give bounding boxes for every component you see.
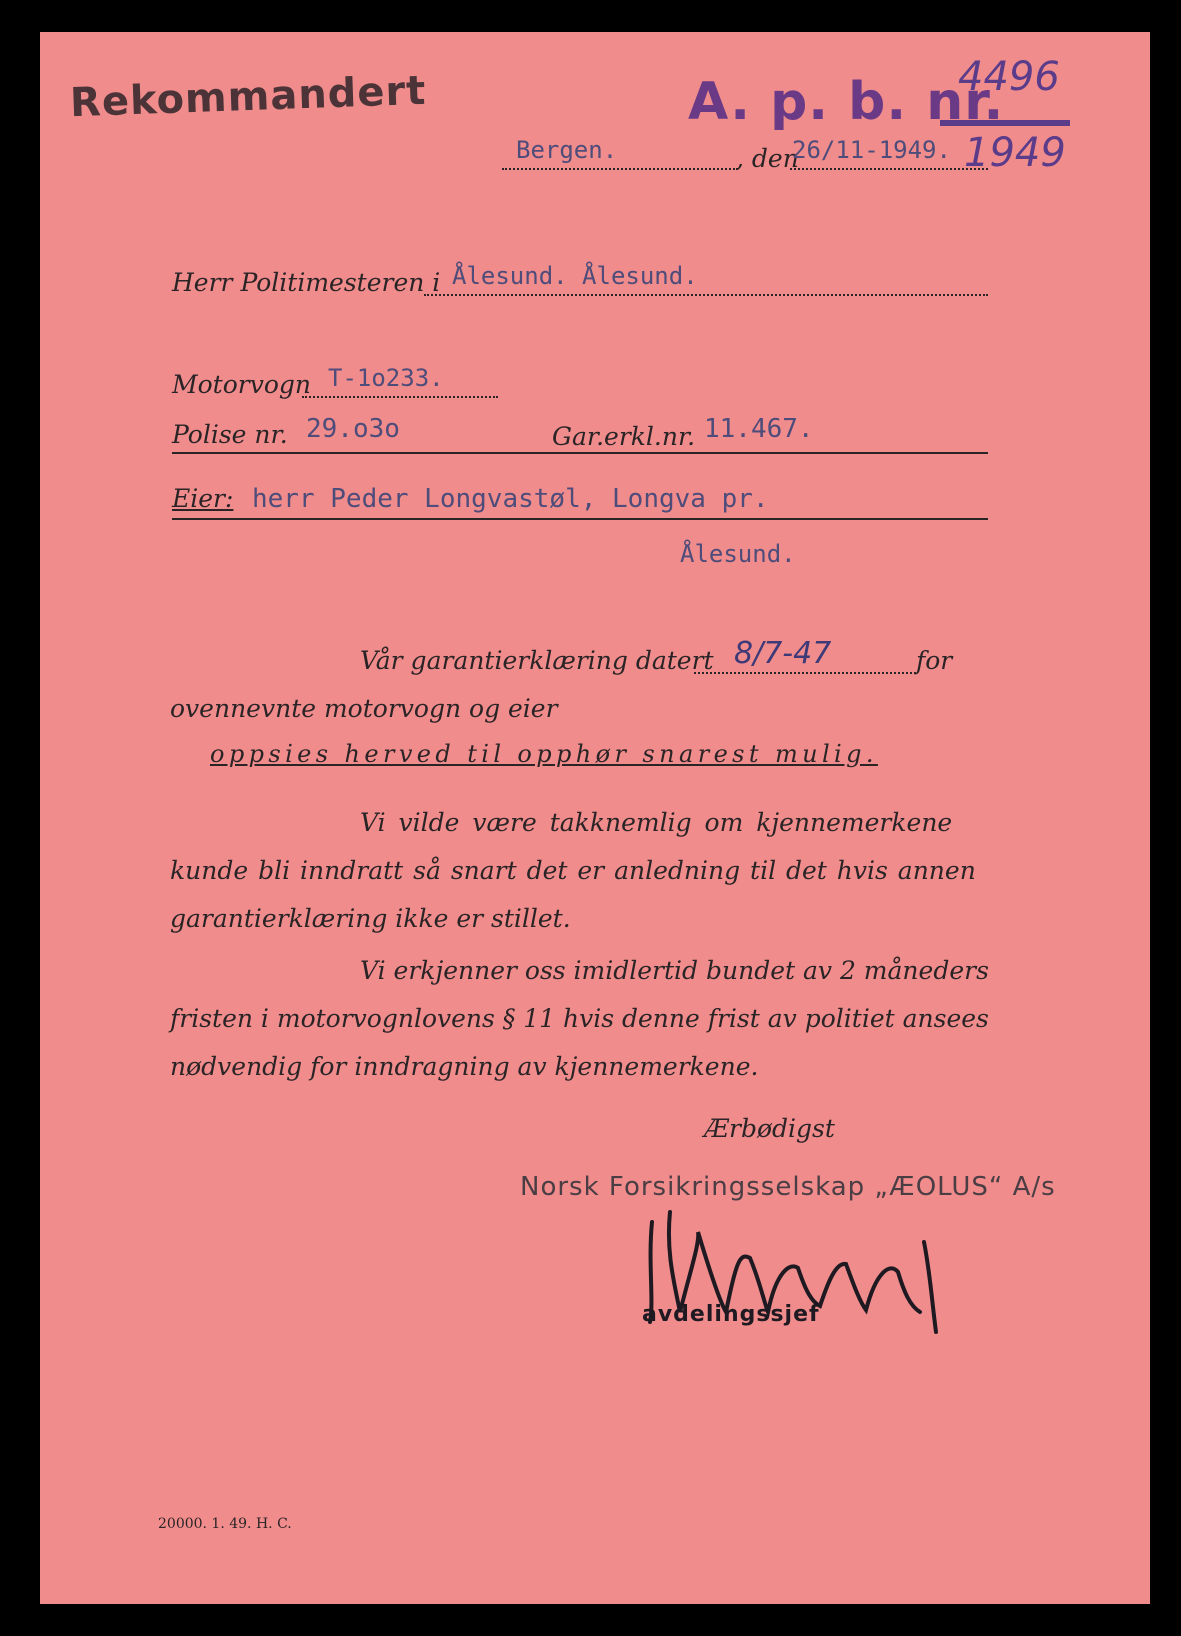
owner-value-line2: Ålesund. [680,540,796,568]
signature-title: avdelingssjef [642,1302,820,1327]
owner-label: Eier: [172,484,234,513]
recipient-label: Herr Politimesteren i [172,268,441,297]
recipient-value: Ålesund. Ålesund. [452,262,698,290]
owner-rule [172,518,988,520]
date-dotted-line [790,168,988,170]
guarantee-date-dotted-line [694,672,916,674]
apb-stamp-label: A. p. b. nr. [688,72,1005,132]
document-page [40,32,1150,1604]
p2-line3: garantierklæring ikke er stillet. [170,904,571,933]
guarantee-date-suffix: for [916,646,953,675]
den-label: , den [736,144,799,173]
company-stamp: Norsk Forsikringsselskap „ÆOLUS“ A/s [520,1172,1056,1202]
p3-line1: Vi erkjenner oss imidlertid bundet av 2 måneders [360,956,989,985]
owner-value-line1: herr Peder Longvastøl, Longva pr. [252,484,769,514]
date-value: 26/11-1949. [792,136,951,164]
recommended-stamp: Rekommandert [69,67,428,127]
recipient-dotted-line [424,294,988,296]
vehicle-value: T-1o233. [328,364,444,392]
apb-year: 1949 [964,130,1066,176]
place-dotted-line [502,168,738,170]
p3-line2: fristen i motorvognlovens § 11 hvis denne frist av politiet ansees [170,1004,989,1033]
guarantee-label: Gar.erkl.nr. [552,422,696,451]
policy-label: Polise nr. [172,420,288,449]
termination-notice: oppsies herved til opphør snarest mulig. [210,740,878,768]
apb-number: 4496 [958,54,1060,100]
policy-value: 29.o3o [306,414,400,444]
guarantee-date-value: 8/7-47 [734,636,832,671]
p2-line1: Vi vilde være takknemlig om kjennemerkene [360,808,953,837]
vehicle-label: Motorvogn [172,370,311,399]
closing: Ærbødigst [704,1114,835,1143]
p3-line3: nødvendig for inndragning av kjennemerkene. [170,1052,759,1081]
guarantee-date-prefix: Vår garantierklæring datert [360,646,714,675]
p1-line2: ovennevnte motorvogn og eier [170,694,558,723]
place-value: Bergen. [516,136,618,164]
apb-underline [940,120,1070,126]
footer-print-code: 20000. 1. 49. H. C. [158,1516,292,1532]
vehicle-dotted-line [302,396,498,398]
guarantee-value: 11.467. [704,414,814,444]
policy-rule [172,452,988,454]
p2-line2: kunde bli inndratt så snart det er anledning til det hvis annen [170,856,976,885]
